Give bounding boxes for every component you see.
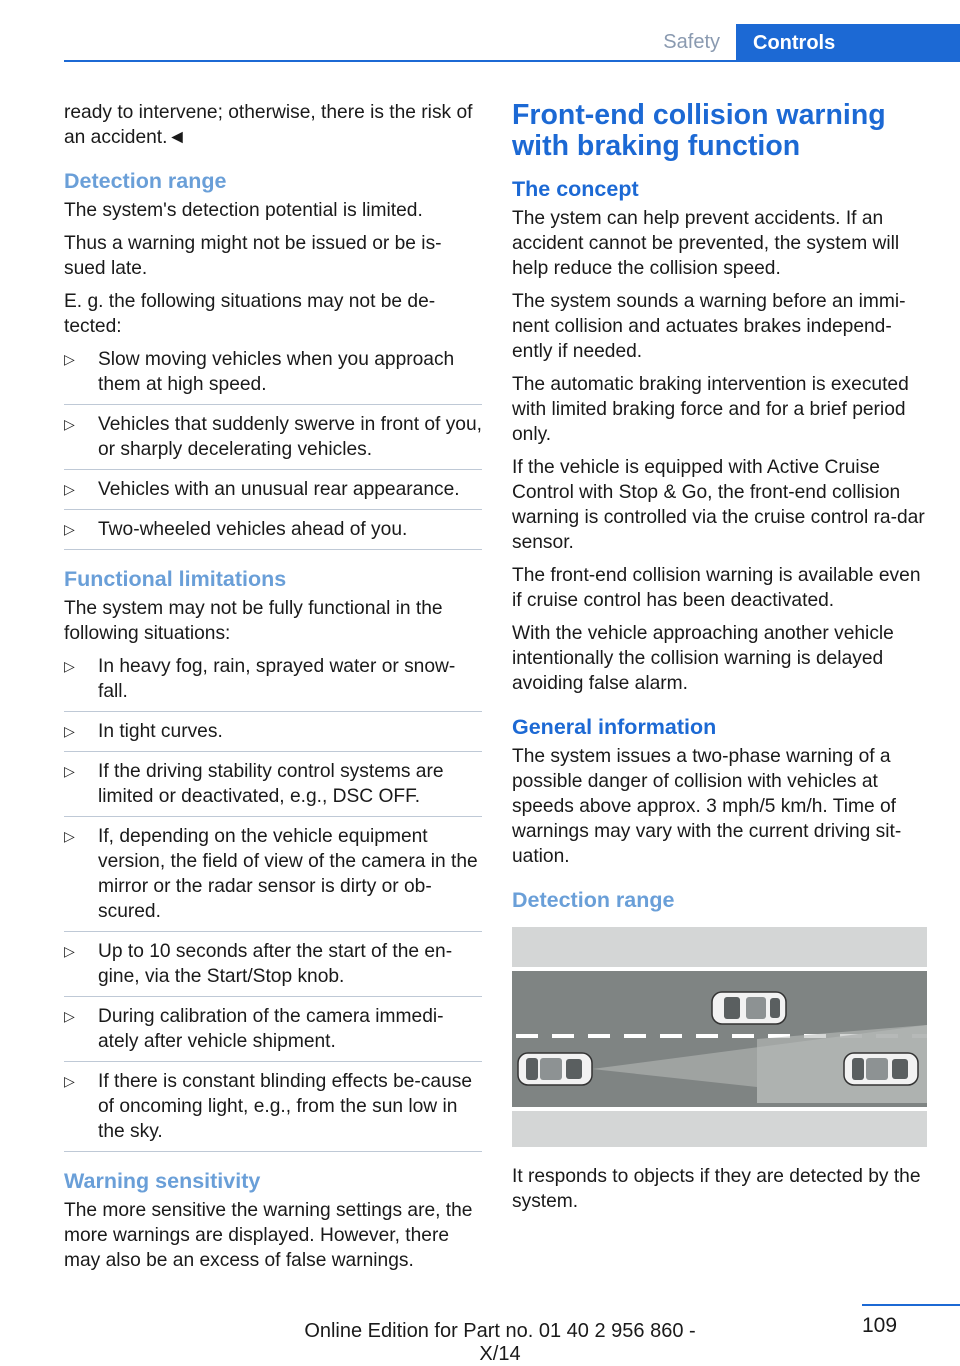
detection-paragraph-1: The system's detection potential is limited. [64, 200, 423, 221]
warning-sensitivity-heading: Warning sensitivity [64, 1169, 261, 1193]
list-item-text: Vehicles that suddenly swerve in front of you, or sharply decelerating vehicles. [98, 414, 482, 460]
header-tab-controls[interactable]: Controls [736, 24, 960, 62]
road-edge-top [512, 967, 927, 971]
list-item-text: Slow moving vehicles when you approach them at high speed. [98, 349, 455, 395]
list-item [64, 939, 482, 997]
concept-paragraph-5: The front-end collision warning is available even if cruise control has been deactivated. [512, 565, 921, 611]
page-number: 109 [862, 1314, 898, 1337]
functional-limitations-heading: Functional limitations [64, 567, 287, 591]
list-item-text: In tight curves. [98, 721, 223, 742]
illustration-caption: It responds to objects if they are detected by the system. [512, 1166, 921, 1212]
warning-paragraph: The more sensitive the warning settings are, the more warnings are displayed. However, there may also be an excess of false warnings. [64, 1200, 473, 1271]
triangle-bullet-icon: ▷ [64, 351, 75, 367]
list-item [64, 654, 482, 712]
triangle-bullet-icon: ▷ [64, 763, 75, 779]
triangle-bullet-icon: ▷ [64, 658, 75, 674]
list-item-text: Two-wheeled vehicles ahead of you. [98, 519, 408, 540]
car-icon [844, 1053, 918, 1085]
detection-range-illustration [512, 927, 927, 1147]
triangle-bullet-icon: ▷ [64, 723, 75, 739]
list-item [64, 1069, 482, 1152]
concept-paragraph-6: With the vehicle approaching another vehicle intentionally the collision warning is delayed avoiding false alarm. [512, 623, 894, 694]
right-column [512, 100, 930, 1222]
detection-list [64, 347, 482, 550]
list-item [64, 719, 482, 752]
road-edge-bottom [512, 1107, 927, 1111]
list-item [64, 1004, 482, 1062]
functional-list [64, 654, 482, 1152]
triangle-bullet-icon: ▷ [64, 416, 75, 432]
footer-rule [862, 1304, 960, 1306]
triangle-bullet-icon: ▷ [64, 521, 75, 537]
car-icon [518, 1053, 592, 1085]
left-column [64, 100, 482, 1281]
triangle-bullet-icon: ▷ [64, 943, 75, 959]
general-information-heading: General information [512, 715, 717, 739]
general-paragraph: The system issues a two-phase warning of a possible danger of collision with vehicles at speeds above approx. 3 mph/5 km/h. Time of warnings may vary with the current driving sit‐uation. [512, 746, 902, 867]
concept-paragraph-2: The system sounds a warning before an immi‐nent collision and actuates brakes independ‐ently if needed. [512, 291, 906, 362]
triangle-bullet-icon: ▷ [64, 828, 75, 844]
concept-heading: The concept [512, 177, 639, 201]
footer-edition: Online Edition for Part no. 01 40 2 956 860 - X/14 [304, 1320, 696, 1365]
car-icon [712, 992, 786, 1024]
list-item [64, 824, 482, 932]
triangle-bullet-icon: ▷ [64, 481, 75, 497]
triangle-bullet-icon: ▷ [64, 1008, 75, 1024]
list-item-text: Up to 10 seconds after the start of the en‐gine, via the Start/Stop knob. [98, 941, 453, 987]
intro-paragraph: ready to intervene; otherwise, there is the risk of an accident.◄ [64, 102, 473, 148]
list-item-text: In heavy fog, rain, sprayed water or snow‐fall. [98, 656, 456, 702]
main-heading: Front-end collision warning with braking function [512, 99, 886, 162]
header-tab-safety[interactable]: Safety [663, 31, 720, 53]
functional-paragraph: The system may not be fully functional in the following situations: [64, 598, 443, 644]
detection-range-heading: Detection range [64, 169, 227, 193]
detection-paragraph-2: Thus a warning might not be issued or be is‐sued late. [64, 233, 442, 279]
list-item-text: If the driving stability control systems are limited or deactivated, e.g., DSC OFF. [98, 761, 444, 807]
concept-paragraph-4: If the vehicle is equipped with Active Cruise Control with Stop & Go, the front-end collision warning is controlled via the cruise control ra‐dar sensor. [512, 457, 925, 553]
list-item [64, 759, 482, 817]
list-item [64, 477, 482, 510]
list-item-text: If there is constant blinding effects be‐cause of oncoming light, e.g., from the sun low in the sky. [98, 1071, 473, 1142]
header-rule [64, 60, 960, 62]
triangle-bullet-icon: ▷ [64, 1073, 75, 1089]
list-item [64, 517, 482, 550]
list-item-text: During calibration of the camera immedi‐ately after vehicle shipment. [98, 1006, 444, 1052]
concept-paragraph-3: The automatic braking intervention is executed with limited braking force and for a brief period only. [512, 374, 909, 445]
concept-paragraph-1: The ystem can help prevent accidents. If an accident cannot be prevented, the system will help reduce the collision speed. [512, 208, 900, 279]
list-item [64, 412, 482, 470]
detection-range-heading-right: Detection range [512, 888, 675, 912]
detection-paragraph-3: E. g. the following situations may not be de‐tected: [64, 291, 436, 337]
list-item [64, 347, 482, 405]
list-item-text: Vehicles with an unusual rear appearance. [98, 479, 460, 500]
list-item-text: If, depending on the vehicle equipment version, the field of view of the camera in the mirror or the radar sensor is dirty or ob‐scured. [98, 826, 478, 922]
